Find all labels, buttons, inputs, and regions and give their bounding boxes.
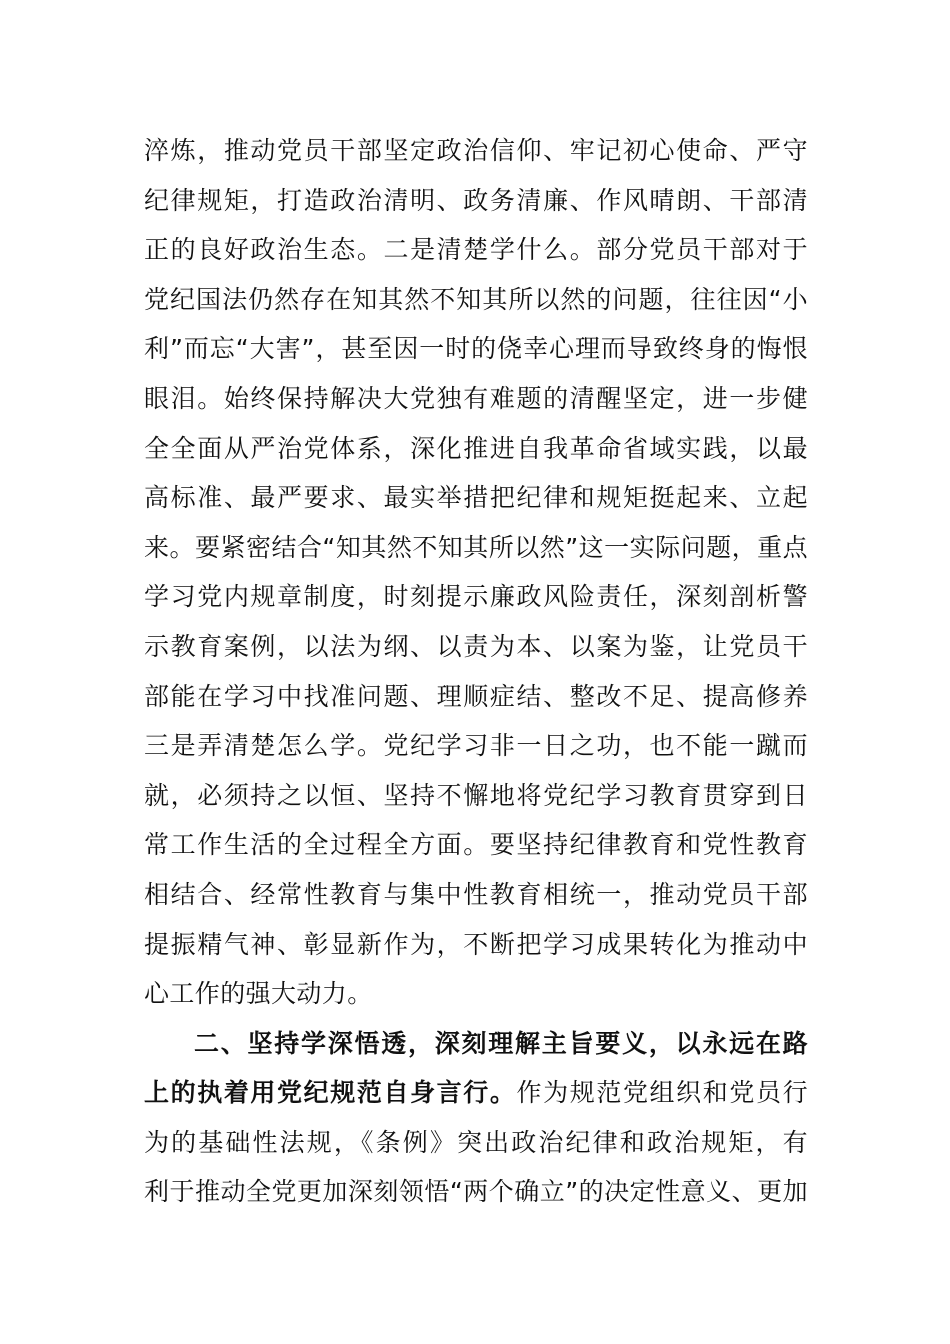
section-heading-continuation: 上的执着用党纪规范自身言行。	[144, 1078, 517, 1108]
text-line: 心工作的强大动力。	[144, 979, 373, 1009]
text-line: 纪律规矩，打造政治清明、政务清廉、作风晴朗、干部清	[144, 185, 808, 215]
text-line: 利”而忘“大害”，甚至因一时的侥幸心理而导致终身的悔恨	[144, 334, 808, 364]
text-line: 党纪国法仍然存在知其然不知其所以然的问题，往往因“小	[144, 284, 808, 314]
body-text	[144, 126, 808, 1217]
text-line: 就，必须持之以恒、坚持不懈地将党纪学习教育贯穿到日	[144, 780, 808, 810]
text-line: 利于推动全党更加深刻领悟“两个确立”的决定性意义、更加	[144, 1177, 808, 1207]
section-heading: 二、坚持学深悟透，深刻理解主旨要义，以永远在路	[194, 1028, 808, 1058]
text-line: 为的基础性法规，《条例》突出政治纪律和政治规矩，有	[144, 1127, 808, 1157]
text-line: 相结合、经常性教育与集中性教育相统一，推动党员干部	[144, 879, 808, 909]
text-line: 学习党内规章制度，时刻提示廉政风险责任，深刻剖析警	[144, 582, 808, 612]
text-line: 三是弄清楚怎么学。党纪学习非一日之功，也不能一蹴而	[144, 731, 808, 761]
text-line: 部能在学习中找准问题、理顺症结、整改不足、提高修养	[144, 681, 808, 711]
text-line: 淬炼，推动党员干部坚定政治信仰、牢记初心使命、严守	[144, 136, 808, 165]
text-line: 示教育案例，以法为纲、以责为本、以案为鉴，让党员干	[144, 631, 808, 661]
text-line: 高标准、最严要求、最实举措把纪律和规矩挺起来、立起	[144, 483, 808, 513]
text-line: 正的良好政治生态。二是清楚学什么。部分党员干部对于	[144, 235, 808, 265]
text-line: 常工作生活的全过程全方面。要坚持纪律教育和党性教育	[144, 830, 808, 860]
text-line: 提振精气神、彰显新作为，不断把学习成果转化为推动中	[144, 929, 808, 959]
text-fragment: 作为规范党组织和党员行	[516, 1078, 808, 1108]
text-line: 眼泪。始终保持解决大党独有难题的清醒坚定，进一步健	[144, 383, 808, 413]
text-line	[144, 1068, 808, 1118]
text-line: 全全面从严治党体系，深化推进自我革命省域实践，以最	[144, 433, 808, 463]
text-line: 来。要紧密结合“知其然不知其所以然”这一实际问题，重点	[144, 532, 808, 562]
